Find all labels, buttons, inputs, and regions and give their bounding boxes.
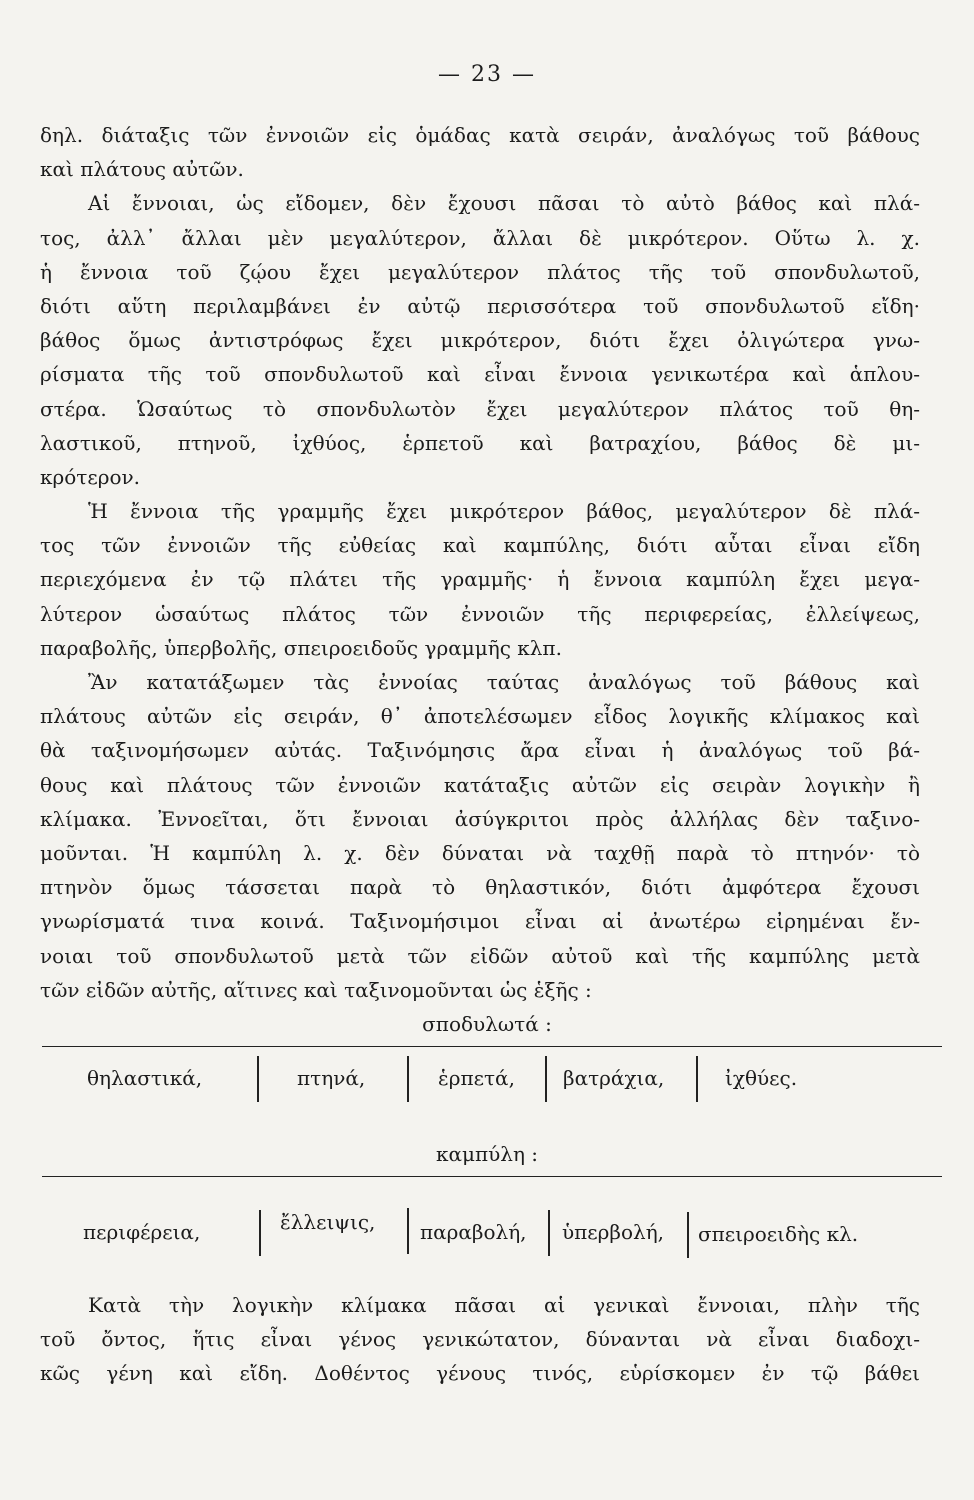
text-line: Ἡ ἔννοια τῆς γραμμῆς ἔχει μικρότερον βάθος, μεγαλύτερον δὲ πλά- xyxy=(88,499,920,524)
table1-divider xyxy=(696,1056,698,1102)
table1-divider xyxy=(257,1056,259,1102)
closing-text-block xyxy=(40,1288,920,1391)
table1-heading: σποδυλωτά : xyxy=(422,1012,552,1036)
text-line: γνωρίσματά τινα κοινά. Ταξινομήσιμοι εἶναι αἱ ἀνωτέρω εἰρημέναι ἔν- xyxy=(40,909,920,934)
text-line: διότι αὕτη περιλαμβάνει ἐν αὐτῷ περισσότερα τοῦ σπονδυλωτοῦ εἴδη· xyxy=(40,293,920,318)
table2-divider xyxy=(259,1210,261,1256)
table2-cell: σπειροειδὴς κλ. xyxy=(698,1222,859,1246)
text-line: Ἂν κατατάξωμεν τὰς ἐννοίας ταύτας ἀναλόγως τοῦ βάθους καὶ xyxy=(88,670,920,694)
table1-rule xyxy=(42,1046,942,1047)
text-line: κλίμακα. Ἐννοεῖται, ὅτι ἔννοιαι ἀσύγκριτοι πρὸς ἀλλήλας δὲν ταξινο- xyxy=(40,806,920,831)
table1-cell: ἑρπετά, xyxy=(438,1066,515,1090)
text-line: λαστικοῦ, πτηνοῦ, ἰχθύος, ἑρπετοῦ καὶ βατραχίου, βάθος δὲ μι- xyxy=(40,430,920,455)
table2-divider xyxy=(407,1208,409,1254)
text-line: τῶν εἰδῶν αὐτῆς, αἵτινες καὶ ταξινομοῦνται ὡς ἑξῆς : xyxy=(40,977,592,1002)
table1-divider xyxy=(545,1056,547,1102)
text-line: μοῦνται. Ἡ καμπύλη λ. χ. δὲν δύναται νὰ ταχθῇ παρὰ τὸ πτηνόν· τὸ xyxy=(40,840,920,865)
text-line: ἡ ἔννοια τοῦ ζῴου ἔχει μεγαλύτερον πλάτος τῆς τοῦ σπονδυλωτοῦ, xyxy=(40,259,920,284)
table1-cell: πτηνά, xyxy=(297,1066,366,1090)
text-line: θὰ ταξινομήσωμεν αὐτάς. Ταξινόμησις ἄρα εἶναι ἡ ἀναλόγως τοῦ βά- xyxy=(40,738,920,763)
text-line: θους καὶ πλάτους τῶν ἐννοιῶν κατάταξις αὐτῶν εἰς σειρὰν λογικὴν ἢ xyxy=(40,772,920,797)
text-line: τος, ἀλλ᾽ ἄλλαι μὲν μεγαλύτερον, ἄλλαι δὲ μικρότερον. Οὕτω λ. χ. xyxy=(40,225,920,250)
table2-cell: ὑπερβολή, xyxy=(562,1220,665,1244)
text-line: στέρα. Ὡσαύτως τὸ σπονδυλωτὸν ἔχει μεγαλύτερον πλάτος τοῦ θη- xyxy=(40,396,920,421)
text-line: νοιαι τοῦ σπονδυλωτοῦ μετὰ τῶν εἰδῶν αὐτοῦ καὶ τῆς καμπύλης μετὰ xyxy=(40,943,920,968)
table1-cell: ἰχθύες. xyxy=(725,1066,798,1090)
table2-rule xyxy=(42,1176,942,1177)
text-line: βάθος ὅμως ἀντιστρόφως ἔχει μικρότερον, διότι ἔχει ὀλιγώτερα γνω- xyxy=(40,328,920,353)
text-line: παραβολῆς, ὑπερβολῆς, σπειροειδοῦς γραμμῆς κλπ. xyxy=(40,635,562,660)
text-line: δηλ. διάταξις τῶν ἐννοιῶν εἰς ὁμάδας κατὰ σειράν, ἀναλόγως τοῦ βάθους xyxy=(40,123,920,147)
table2-cell: περιφέρεια, xyxy=(83,1220,201,1244)
text-line: κρότερον. xyxy=(40,464,141,489)
text-line: Αἱ ἔννοιαι, ὡς εἴδομεν, δὲν ἔχουσι πᾶσαι τὸ αὐτὸ βάθος καὶ πλά- xyxy=(88,191,920,216)
text-line: τος τῶν ἐννοιῶν τῆς εὐθείας καὶ καμπύλης, διότι αὗται εἶναι εἴδη xyxy=(40,533,920,558)
text-line: λύτερον ὡσαύτως πλάτος τῶν ἐννοιῶν τῆς περιφερείας, ἐλλείψεως, xyxy=(40,601,920,626)
text-line: Κατὰ τὴν λογικὴν κλίμακα πᾶσαι αἱ γενικαὶ ἔννοιαι, πλὴν τῆς xyxy=(88,1293,920,1317)
text-line: καὶ πλάτους αὐτῶν. xyxy=(40,157,244,182)
page-number: — 23 — xyxy=(438,62,536,87)
table1-divider xyxy=(407,1056,409,1102)
main-text-block xyxy=(40,118,920,1007)
text-line: ρίσματα τῆς τοῦ σπονδυλωτοῦ καὶ εἶναι ἔννοια γενικωτέρα καὶ ἁπλου- xyxy=(40,362,920,387)
table1-cell: θηλαστικά, xyxy=(87,1066,203,1090)
table2-cell: ἔλλειψις, xyxy=(280,1210,376,1234)
table1-cell: βατράχια, xyxy=(563,1066,665,1090)
text-line: πτηνὸν ὅμως τάσσεται παρὰ τὸ θηλαστικόν, διότι ἀμφότερα ἔχουσι xyxy=(40,875,920,900)
text-line: κῶς γένη καὶ εἴδη. Δοθέντος γένους τινός, εὑρίσκομεν ἐν τῷ βάθει xyxy=(40,1361,920,1386)
text-line: περιεχόμενα ἐν τῷ πλάτει τῆς γραμμῆς· ἡ ἔννοια καμπύλη ἔχει μεγα- xyxy=(40,567,920,592)
table2-cell: παραβολή, xyxy=(420,1220,527,1244)
table2-divider xyxy=(687,1212,689,1258)
text-line: τοῦ ὄντος, ἥτις εἶναι γένος γενικώτατον, δύνανται νὰ εἶναι διαδοχι- xyxy=(40,1327,920,1352)
text-line: πλάτους αὐτῶν εἰς σειράν, θ᾽ ἀποτελέσωμεν εἶδος λογικῆς κλίμακος καὶ xyxy=(40,704,920,729)
table2-heading: καμπύλη : xyxy=(435,1142,539,1166)
table2-divider xyxy=(548,1210,550,1256)
